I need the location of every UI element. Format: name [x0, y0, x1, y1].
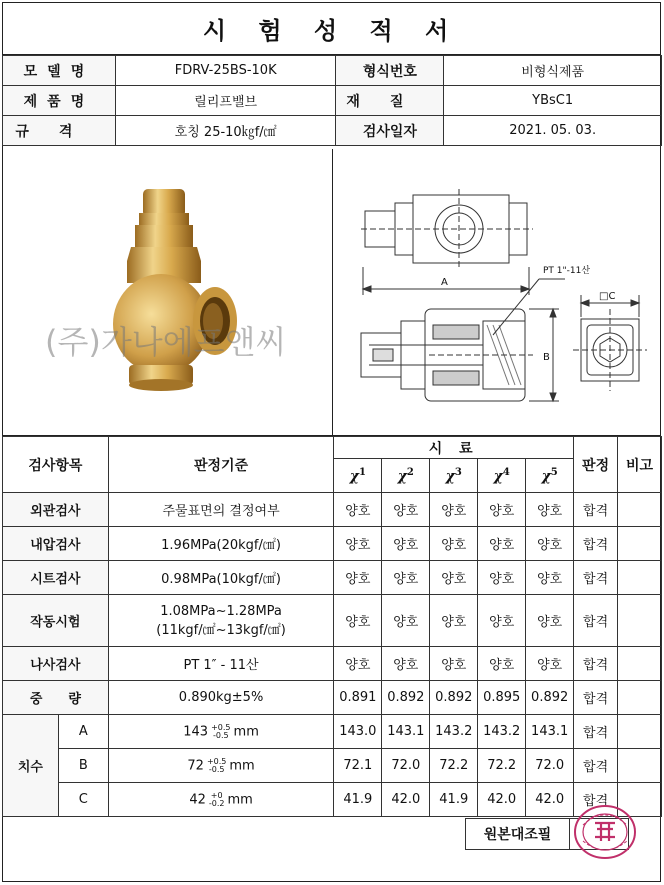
row-criteria: 0.890kg±5%	[108, 681, 334, 715]
row-judgment: 합격	[574, 783, 618, 817]
sample-value: 양호	[334, 527, 382, 561]
sample-value: 0.891	[334, 681, 382, 715]
sample-value: 양호	[478, 527, 526, 561]
sample-value: 72.2	[430, 749, 478, 783]
sample-value: 143.1	[382, 715, 430, 749]
type-no-label: 형식번호	[336, 56, 444, 86]
row-judgment: 합격	[574, 595, 618, 647]
dimension-name: B	[58, 749, 108, 783]
sample-value: 양호	[478, 561, 526, 595]
sample-value: 42.0	[382, 783, 430, 817]
model-value: FDRV-25BS-10K	[115, 56, 336, 86]
sample-value: 72.1	[334, 749, 382, 783]
date-value: 2021. 05. 03.	[444, 116, 662, 146]
sample-value: 42.0	[478, 783, 526, 817]
sample-value: 72.2	[478, 749, 526, 783]
material-value: YBsC1	[444, 86, 662, 116]
sample-value: 72.0	[382, 749, 430, 783]
dimension-row	[3, 783, 662, 817]
header-item: 검사항목	[3, 437, 109, 493]
sample-value: 양호	[526, 527, 574, 561]
header-sample: 시 료	[334, 437, 574, 459]
row-judgment: 합격	[574, 493, 618, 527]
relief-valve-image	[3, 149, 333, 436]
row-remark	[618, 561, 662, 595]
spec-label: 규격	[3, 116, 116, 146]
results-table	[2, 436, 662, 817]
spec-value: 호칭 25-10㎏f/㎠	[115, 116, 336, 146]
sample-header-3: $\chi^3$	[430, 459, 478, 493]
dimension-name: C	[58, 783, 108, 817]
table-row	[3, 681, 662, 715]
row-item: 외관검사	[3, 493, 109, 527]
sample-value: 143.2	[478, 715, 526, 749]
dim-c-label: □C	[599, 291, 616, 302]
criteria-line-1: 1.08MPa~1.28MPa	[160, 603, 282, 619]
sample-value: 양호	[382, 561, 430, 595]
table-row	[3, 561, 662, 595]
sample-value: 양호	[478, 595, 526, 647]
sample-value: 양호	[430, 561, 478, 595]
sample-value: 143.0	[334, 715, 382, 749]
original-verified-label: 원본대조필	[466, 819, 570, 849]
material-label: 재질	[336, 86, 444, 116]
sample-header-1: $\chi^1$	[334, 459, 382, 493]
results-header-row	[3, 437, 662, 459]
sample-value: 양호	[430, 527, 478, 561]
sample-value: 양호	[382, 493, 430, 527]
header-judgment: 판정	[574, 437, 618, 493]
row-judgment: 합격	[574, 561, 618, 595]
sample-value: 양호	[430, 595, 478, 647]
sample-value: 양호	[334, 493, 382, 527]
sample-value: 42.0	[526, 783, 574, 817]
sample-header-5: $\chi^5$	[526, 459, 574, 493]
sample-header-2: $\chi^2$	[382, 459, 430, 493]
row-criteria: 0.98MPa(10kgf/㎠)	[108, 561, 334, 595]
row-item: 나사검사	[3, 647, 109, 681]
sample-value: 0.892	[526, 681, 574, 715]
document-title: 시 험 성 적 서	[3, 3, 660, 55]
row-remark	[618, 527, 662, 561]
test-certificate	[2, 2, 661, 882]
sample-value: 양호	[334, 647, 382, 681]
table-row	[3, 527, 662, 561]
dim-a-label: A	[441, 277, 448, 288]
table-row	[3, 493, 662, 527]
criteria-line-2: (11kgf/㎠~13kgf/㎠)	[156, 622, 286, 638]
row-judgment: 합격	[574, 647, 618, 681]
sample-value: 0.892	[382, 681, 430, 715]
sample-value: 양호	[526, 595, 574, 647]
row-remark	[618, 749, 662, 783]
sample-value: 양호	[478, 493, 526, 527]
sample-value: 양호	[334, 595, 382, 647]
row-judgment: 합격	[574, 749, 618, 783]
header-criteria: 판정기준	[108, 437, 334, 493]
sample-value: 41.9	[430, 783, 478, 817]
model-label: 모델명	[3, 56, 116, 86]
sample-value: 양호	[382, 647, 430, 681]
date-label: 검사일자	[336, 116, 444, 146]
valve-drawing	[333, 149, 660, 436]
dimension-row	[3, 749, 662, 783]
row-item: 내압검사	[3, 527, 109, 561]
row-remark	[618, 647, 662, 681]
watermark-text: (주)가나에프앤씨	[45, 323, 287, 361]
company-seal-stamp	[571, 803, 639, 861]
sample-value: 0.892	[430, 681, 478, 715]
sample-value: 양호	[526, 647, 574, 681]
row-criteria: 주물표면의 결정여부	[108, 493, 334, 527]
row-judgment: 합격	[574, 527, 618, 561]
sample-value: 양호	[382, 595, 430, 647]
sample-value: 양호	[526, 561, 574, 595]
dim-b-label: B	[543, 352, 550, 363]
sample-value: 143.2	[430, 715, 478, 749]
row-remark	[618, 595, 662, 647]
row-remark	[618, 493, 662, 527]
row-criteria	[108, 595, 334, 647]
header-remark: 비고	[618, 437, 662, 493]
dimension-name: A	[58, 715, 108, 749]
info-table	[2, 55, 662, 146]
sample-value: 양호	[430, 493, 478, 527]
dimension-criteria: 143 +0.5 -0.5 mm	[108, 715, 334, 749]
product-photo	[3, 149, 333, 436]
sample-value: 72.0	[526, 749, 574, 783]
figure-area	[3, 149, 660, 436]
row-item: 중 량	[3, 681, 109, 715]
row-judgment: 합격	[574, 681, 618, 715]
product-label: 제품명	[3, 86, 116, 116]
dimension-criteria: 42 +0 -0.2 mm	[108, 783, 334, 817]
sample-value: 양호	[430, 647, 478, 681]
row-criteria: 1.96MPa(20kgf/㎠)	[108, 527, 334, 561]
thread-callout: PT 1"-11산	[543, 266, 591, 276]
sample-value: 41.9	[334, 783, 382, 817]
type-no-value: 비형식제품	[444, 56, 662, 86]
sample-value: 0.895	[478, 681, 526, 715]
row-item: 시트검사	[3, 561, 109, 595]
product-value: 릴리프밸브	[115, 86, 336, 116]
row-judgment: 합격	[574, 715, 618, 749]
sample-value: 양호	[478, 647, 526, 681]
technical-drawing	[333, 149, 660, 436]
dimension-criteria: 72 +0.5 -0.5 mm	[108, 749, 334, 783]
table-row	[3, 647, 662, 681]
sample-value: 양호	[526, 493, 574, 527]
row-item: 작동시험	[3, 595, 109, 647]
row-remark	[618, 715, 662, 749]
dimension-label: 치수	[3, 715, 59, 817]
row-criteria: PT 1″ - 11산	[108, 647, 334, 681]
sample-value: 양호	[334, 561, 382, 595]
sample-value: 양호	[382, 527, 430, 561]
row-remark	[618, 681, 662, 715]
dimension-row	[3, 715, 662, 749]
sample-value: 143.1	[526, 715, 574, 749]
sample-header-4: $\chi^4$	[478, 459, 526, 493]
table-row	[3, 595, 662, 647]
